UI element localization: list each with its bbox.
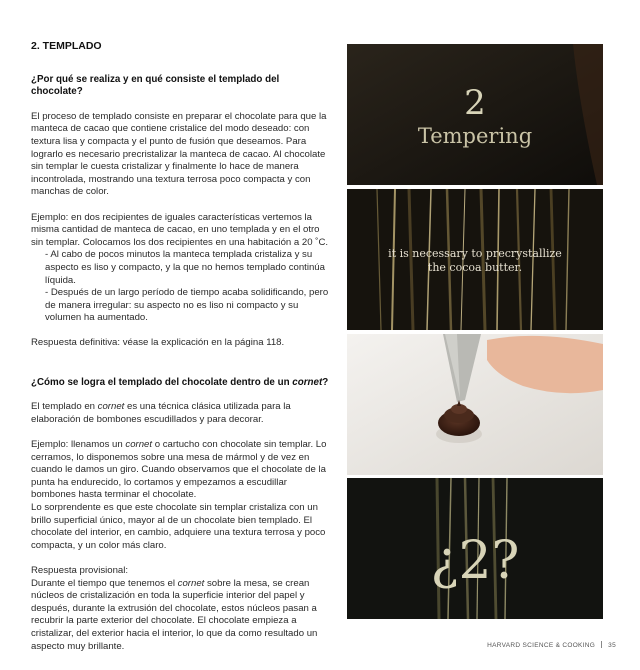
piping-bag-photo	[347, 334, 603, 475]
paragraph: Lo sorprendente es que este chocolate sin templar cristaliza con un brillo superficial único, mayor al de un chocolate bien templado. El chocolate del interior, en cambio, adquiere una textura terrosa y poco compacta, y un color más claro.	[31, 502, 326, 551]
paragraph: - Al cabo de pocos minutos la manteca templada cristaliza y su aspecto es liso y compacto, y la que no hemos templado continúa líquida.	[45, 249, 325, 286]
panel-heading: Tempering	[417, 124, 533, 148]
question-mark-text: ¿2?	[430, 531, 520, 591]
paragraph: El proceso de templado consiste en preparar el chocolate para que la manteca de cacao que contiene cristalice del modo deseado: con textura lisa y compacta y el punto de fusión que deseamos. Para lograrlo es necesario precristalizar la manteca de cacao. Al chocolate sin templar le cuesta cristalizar y finalmente lo hace de manera incontrolada, mostrando una textura terrosa poco compacta y con manchas de color.	[31, 110, 327, 198]
page-number: 35	[608, 642, 616, 649]
paragraph: Ejemplo: llenamos un cornet o cartucho con chocolate sin templar. Lo cerramos, lo disponemos sobre una mesa de mármol y de vez en cuando le damos un giro. Cuando observamos que el chocolate de la punta ha endurecido, lo cortamos y empezamos a escudillar bombones hasta terminar el chocolate.	[31, 439, 327, 501]
section-title: 2. TEMPLADO	[31, 40, 102, 52]
page-footer	[487, 641, 616, 649]
text-column	[31, 40, 331, 666]
paragraph: Durante el tiempo que tenemos el cornet sobre la mesa, se crean núcleos de cristalización en toda la superficie interior del papel y después, durante la extrusión del chocolate, estos núcleos pasan a recubrir la parte exterior del chocolate. El chocolate empieza a cristalizar, del exterior hacia el interior, lo que da como resultado un aspecto muy brillante.	[31, 577, 318, 652]
question-heading-1: ¿Por qué se realiza y en qué consiste el templado del chocolate?	[31, 73, 280, 98]
question-heading-2: ¿Cómo se logra el templado del chocolate dentro de un cornet?	[31, 376, 329, 388]
panel-caption-line-2: the cocoa butter.	[427, 261, 523, 274]
tempering-title-panel	[347, 44, 603, 185]
panel-number: 2	[464, 83, 486, 123]
book-title: HARVARD SCIENCE & COOKING	[487, 642, 596, 649]
answer-line: Respuesta definitiva: véase la explicación en la página 118.	[31, 337, 285, 349]
paragraph: - Después de un largo período de tiempo acaba solidificando, pero de manera irregular: su aspecto no es liso ni compacto y su volumen ha aumentado.	[45, 287, 329, 324]
footer-divider	[601, 641, 602, 648]
panel-caption-line-1: it is necessary to precrystallize	[388, 247, 562, 260]
caption-panel	[347, 189, 603, 330]
paragraph: El templado en cornet es una técnica clásica utilizada para la elaboración de bombones escudillados y para decorar.	[31, 401, 291, 425]
question-mark-panel	[347, 478, 603, 619]
paragraph: Ejemplo: en dos recipientes de iguales características vertemos la misma cantidad de manteca de cacao, en uno templada y en el otro sin templar. Colocamos los dos recipientes en una habitación a 20 ˚C.	[31, 211, 329, 248]
answer-label: Respuesta provisional:	[31, 564, 129, 576]
